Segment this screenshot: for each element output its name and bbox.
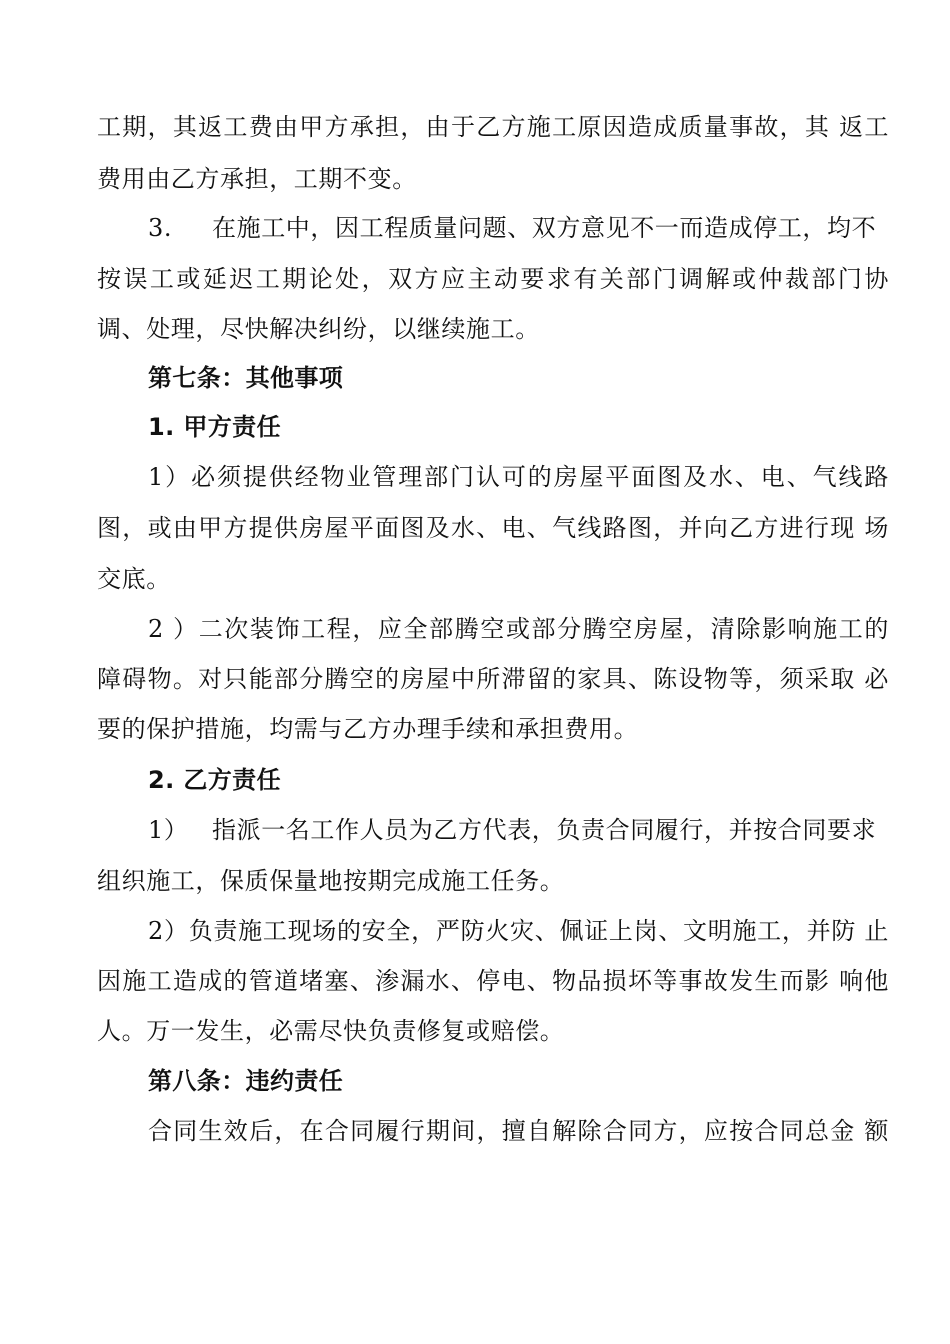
paragraph-line: 费用由乙方承担，工期不变。 [97,165,417,193]
party-b-heading: 2. 乙方责任 [148,766,281,794]
paragraph-line: 工期，其返工费由甲方承担，由于乙方施工原因造成质量事故，其 返工 [97,113,889,141]
paragraph-line: 2）负责施工现场的安全，严防火灾、佩证上岗、文明施工，并防 止 [148,917,889,945]
paragraph-line: 障碍物。对只能部分腾空的房屋中所滞留的家具、陈设物等，须采取 必 [97,665,889,693]
paragraph-line: 组织施工，保质保量地按期完成施工任务。 [97,867,565,895]
paragraph-line: 图，或由甲方提供房屋平面图及水、电、气线路图，并向乙方进行现 场 [97,514,889,542]
paragraph-line: 因施工造成的管道堵塞、渗漏水、停电、物品损坏等事故发生而影 响他 [97,967,889,995]
article-8-heading: 第八条：违约责任 [148,1067,344,1095]
clause-number: 3. [148,214,173,242]
clause-3 [148,213,889,243]
paragraph-line: 调、处理，尽快解决纠纷，以继续施工。 [97,315,540,343]
paragraph-line: 要的保护措施，均需与乙方办理手续和承担费用。 [97,715,639,743]
clause-b1 [148,815,889,845]
paragraph-line: 人。万一发生，必需尽快负责修复或赔偿。 [97,1017,565,1045]
clause-number: 1） [148,816,189,844]
clause-text: 指派一名工作人员为乙方代表，负责合同履行，并按合同要求 [212,816,877,844]
paragraph-line: 按误工或延迟工期论处，双方应主动要求有关部门调解或仲裁部门协 [97,265,889,293]
paragraph-line: 交底。 [97,565,171,593]
article-7-heading: 第七条：其他事项 [148,364,344,392]
paragraph-line: 2 ）二次装饰工程，应全部腾空或部分腾空房屋，清除影响施工的 [148,615,889,643]
paragraph-line: 合同生效后，在合同履行期间，擅自解除合同方，应按合同总金 额 [148,1117,889,1145]
clause-text: 在施工中，因工程质量问题、双方意见不一而造成停工，均不 [212,214,877,242]
paragraph-line: 1）必须提供经物业管理部门认可的房屋平面图及水、电、气线路 [148,463,889,491]
party-a-heading: 1. 甲方责任 [148,413,281,441]
